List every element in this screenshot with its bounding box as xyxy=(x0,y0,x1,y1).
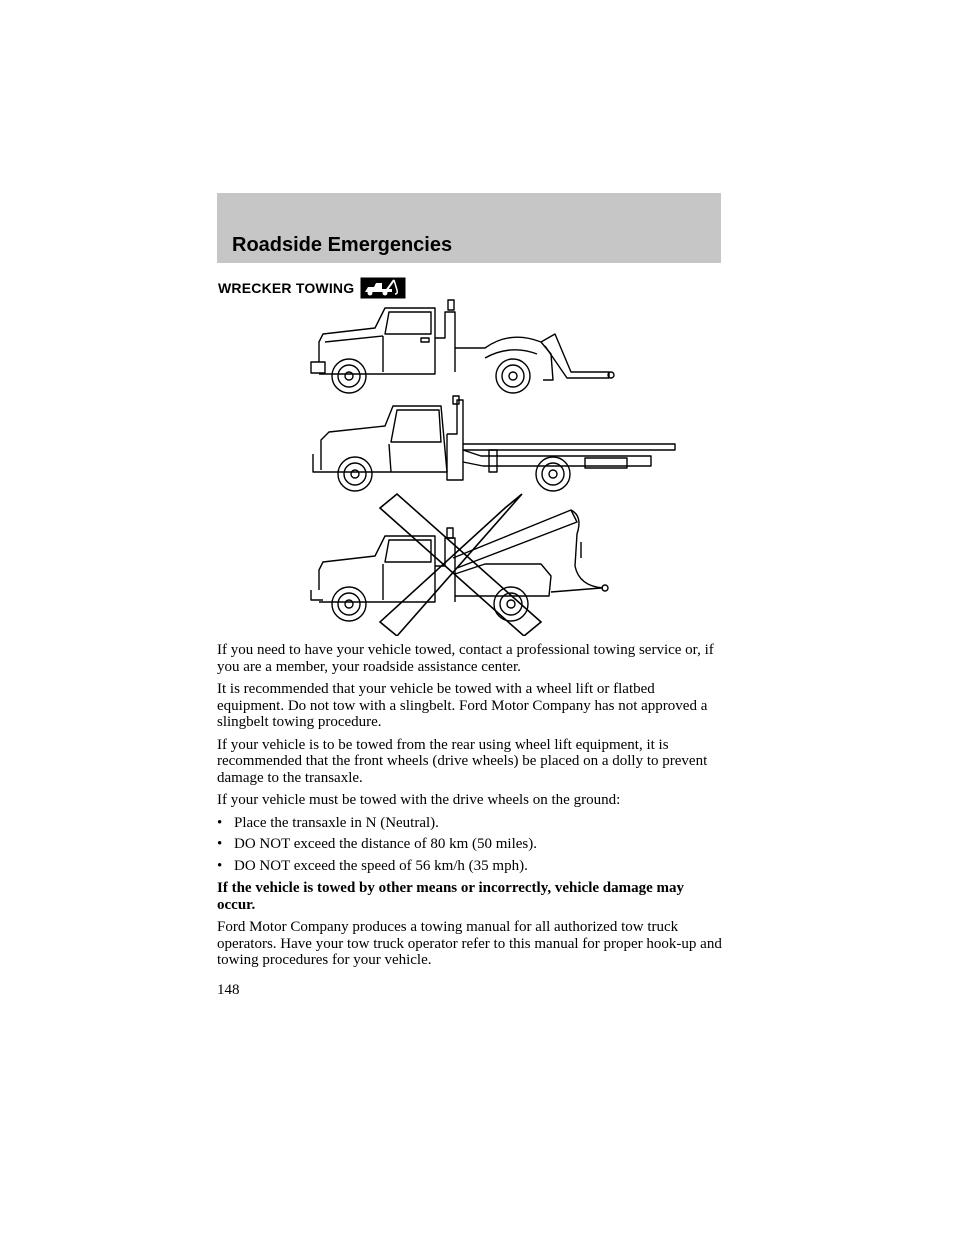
list-item xyxy=(217,815,723,832)
list-item-text: Place the transaxle in N (Neutral). xyxy=(234,814,439,831)
towing-methods-illustration xyxy=(305,296,685,636)
paragraph-towing-manual: Ford Motor Company produces a towing manual for all authorized tow truck operators. Have your tow truck operator refer to this manual for proper hook-up and towing procedures for your vehicle. xyxy=(217,919,722,968)
wheel-lift-tow-truck xyxy=(311,300,614,393)
list-item xyxy=(217,836,723,853)
section-heading-text: WRECKER TOWING xyxy=(218,280,355,296)
body-text xyxy=(217,642,723,975)
list-item-text: DO NOT exceed the distance of 80 km (50 miles). xyxy=(234,836,537,852)
flatbed-tow-truck xyxy=(313,396,675,491)
bullet-icon: • xyxy=(217,836,223,852)
list-item-text: DO NOT exceed the speed of 56 km/h (35 mph). xyxy=(234,857,528,874)
paragraph-recommended-equipment: It is recommended that your vehicle be towed with a wheel lift or flatbed equipment. Do not tow with a slingbelt. Ford Motor Company has not approved a slingbelt towing procedure. xyxy=(217,681,708,730)
page-number: 148 xyxy=(217,982,240,998)
paragraph-contact-towing: If you need to have your vehicle towed, contact a professional towing service or, if you are a member, your roadside assistance center. xyxy=(217,642,714,675)
header-band xyxy=(217,193,721,263)
paragraph-rear-towing: If your vehicle is to be towed from the rear using wheel lift equipment, it is recommended that the front wheels (drive wheels) be placed on a dolly to prevent damage to the transaxle. xyxy=(217,736,708,786)
prohibited-x-mark xyxy=(380,494,541,636)
bullet-icon: • xyxy=(217,857,223,874)
towing-conditions-list xyxy=(217,815,723,875)
page-title: Roadside Emergencies xyxy=(232,234,453,256)
paragraph-drive-wheels-on-ground: If your vehicle must be towed with the drive wheels on the ground: xyxy=(217,792,621,808)
warning-text: If the vehicle is towed by other means or incorrectly, vehicle damage may occur. xyxy=(217,880,685,913)
list-item xyxy=(217,858,723,875)
bullet-icon: • xyxy=(217,814,223,831)
